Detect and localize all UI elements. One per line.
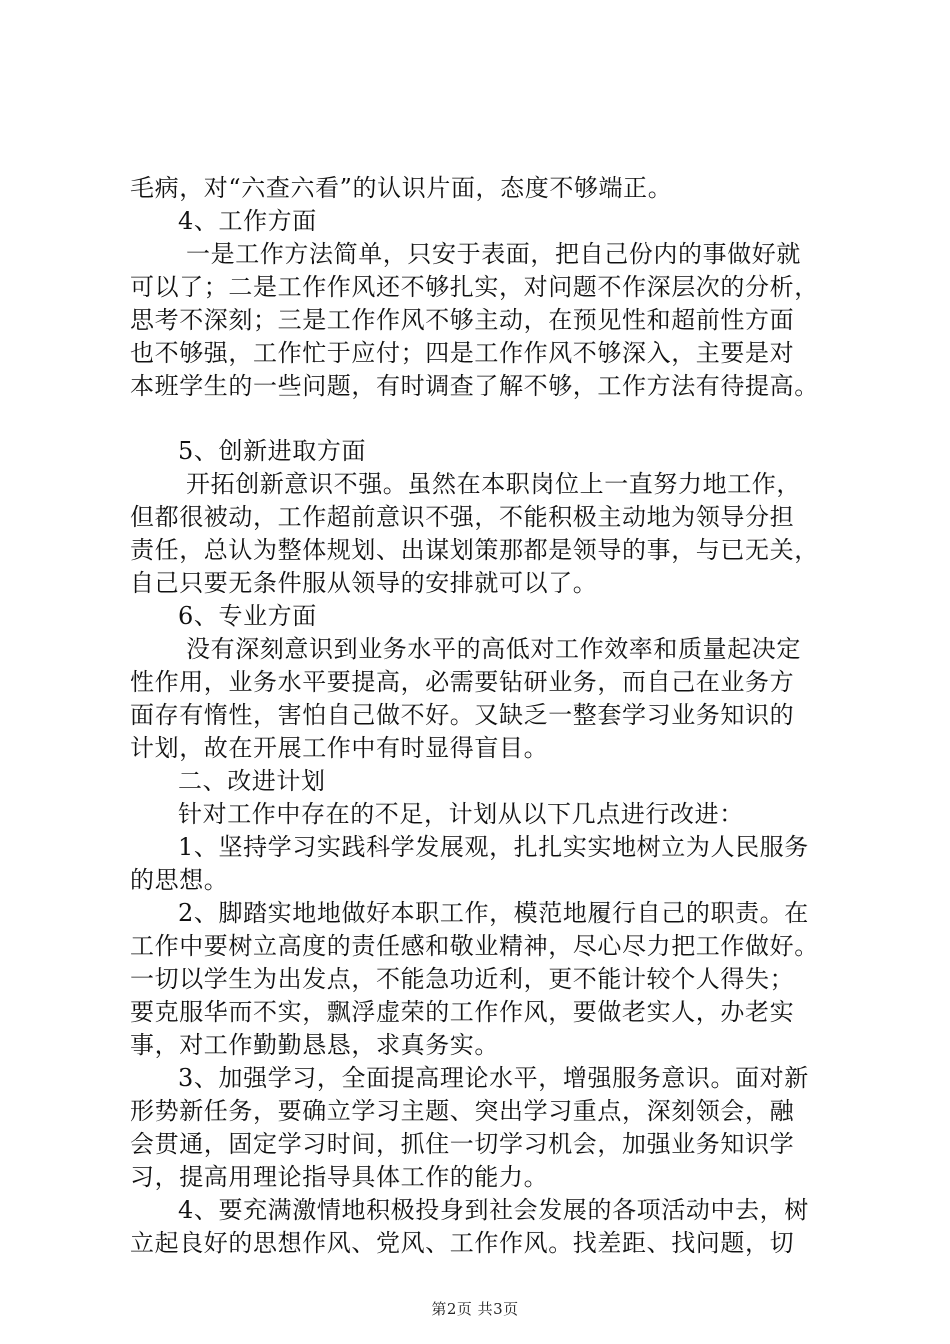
text-line: 可以了；二是工作作风还不够扎实，对问题不作深层次的分析， [130,273,819,301]
text-line: 形势新任务，要确立学习主题、突出学习重点，深刻领会，融 [130,1097,795,1125]
text-line: 一是工作方法简单，只安于表面，把自己份内的事做好就 [186,240,801,268]
text-line: 计划，故在开展工作中有时显得盲目。 [130,734,549,762]
text-line: 自己只要无条件服从领导的安排就可以了。 [130,569,598,597]
text-line: 事，对工作勤勤恳恳，求真务实。 [130,1031,499,1059]
text-line: 没有深刻意识到业务水平的高低对工作效率和质量起决定 [186,635,801,663]
text-line: 会贯通，固定学习时间，抓住一切学习机会，加强业务知识学 [130,1130,795,1158]
section-heading: 6、专业方面 [178,602,317,630]
list-item: 4、要充满激情地积极投身到社会发展的各项活动中去，树 [178,1196,809,1224]
text-line: 毛病，对“六查六看”的认识片面，态度不够端正。 [130,174,673,202]
text-line: 责任，总认为整体规划、出谋划策那都是领导的事，与已无关， [130,536,819,564]
text-line: 针对工作中存在的不足，计划从以下几点进行改进： [178,800,744,828]
text-line: 本班学生的一些问题，有时调查了解不够，工作方法有待提高。 [130,372,819,400]
paragraph-gap [130,403,830,435]
text-line: 思考不深刻；三是工作作风不够主动，在预见性和超前性方面 [130,306,795,334]
text-line: 性作用，业务水平要提高，必需要钻研业务，而自己在业务方 [130,668,795,696]
section-heading: 5、创新进取方面 [178,437,367,465]
document-body [130,172,830,1260]
text-line: 也不够强，工作忙于应付；四是工作作风不够深入，主要是对 [130,339,795,367]
text-line: 立起良好的思想作风、党风、工作作风。找差距、找问题，切 [130,1229,795,1257]
text-line: 习，提高用理论指导具体工作的能力。 [130,1163,549,1191]
text-line: 开拓创新意识不强。虽然在本职岗位上一直努力地工作， [186,470,801,498]
page-number: 第2页 共3页 [431,1300,519,1318]
text-line: 工作中要树立高度的责任感和敬业精神，尽心尽力把工作做好。 [130,932,819,960]
list-item: 2、脚踏实地地做好本职工作，模范地履行自己的职责。在 [178,899,809,927]
list-item: 3、加强学习，全面提高理论水平，增强服务意识。面对新 [178,1064,809,1092]
text-line: 但都很被动，工作超前意识不强，不能积极主动地为领导分担 [130,503,795,531]
text-line: 要克服华而不实，飘浮虚荣的工作作风，要做老实人，办老实 [130,998,795,1026]
text-line: 一切以学生为出发点，不能急功近利，更不能计较个人得失； [130,965,795,993]
text-line: 面存有惰性，害怕自己做不好。又缺乏一整套学习业务知识的 [130,701,795,729]
section-heading: 二、改进计划 [178,767,326,795]
list-item: 1、坚持学习实践科学发展观，扎扎实实地树立为人民服务 [178,833,809,861]
section-heading: 4、工作方面 [178,207,317,235]
text-line: 的思想。 [130,866,229,894]
